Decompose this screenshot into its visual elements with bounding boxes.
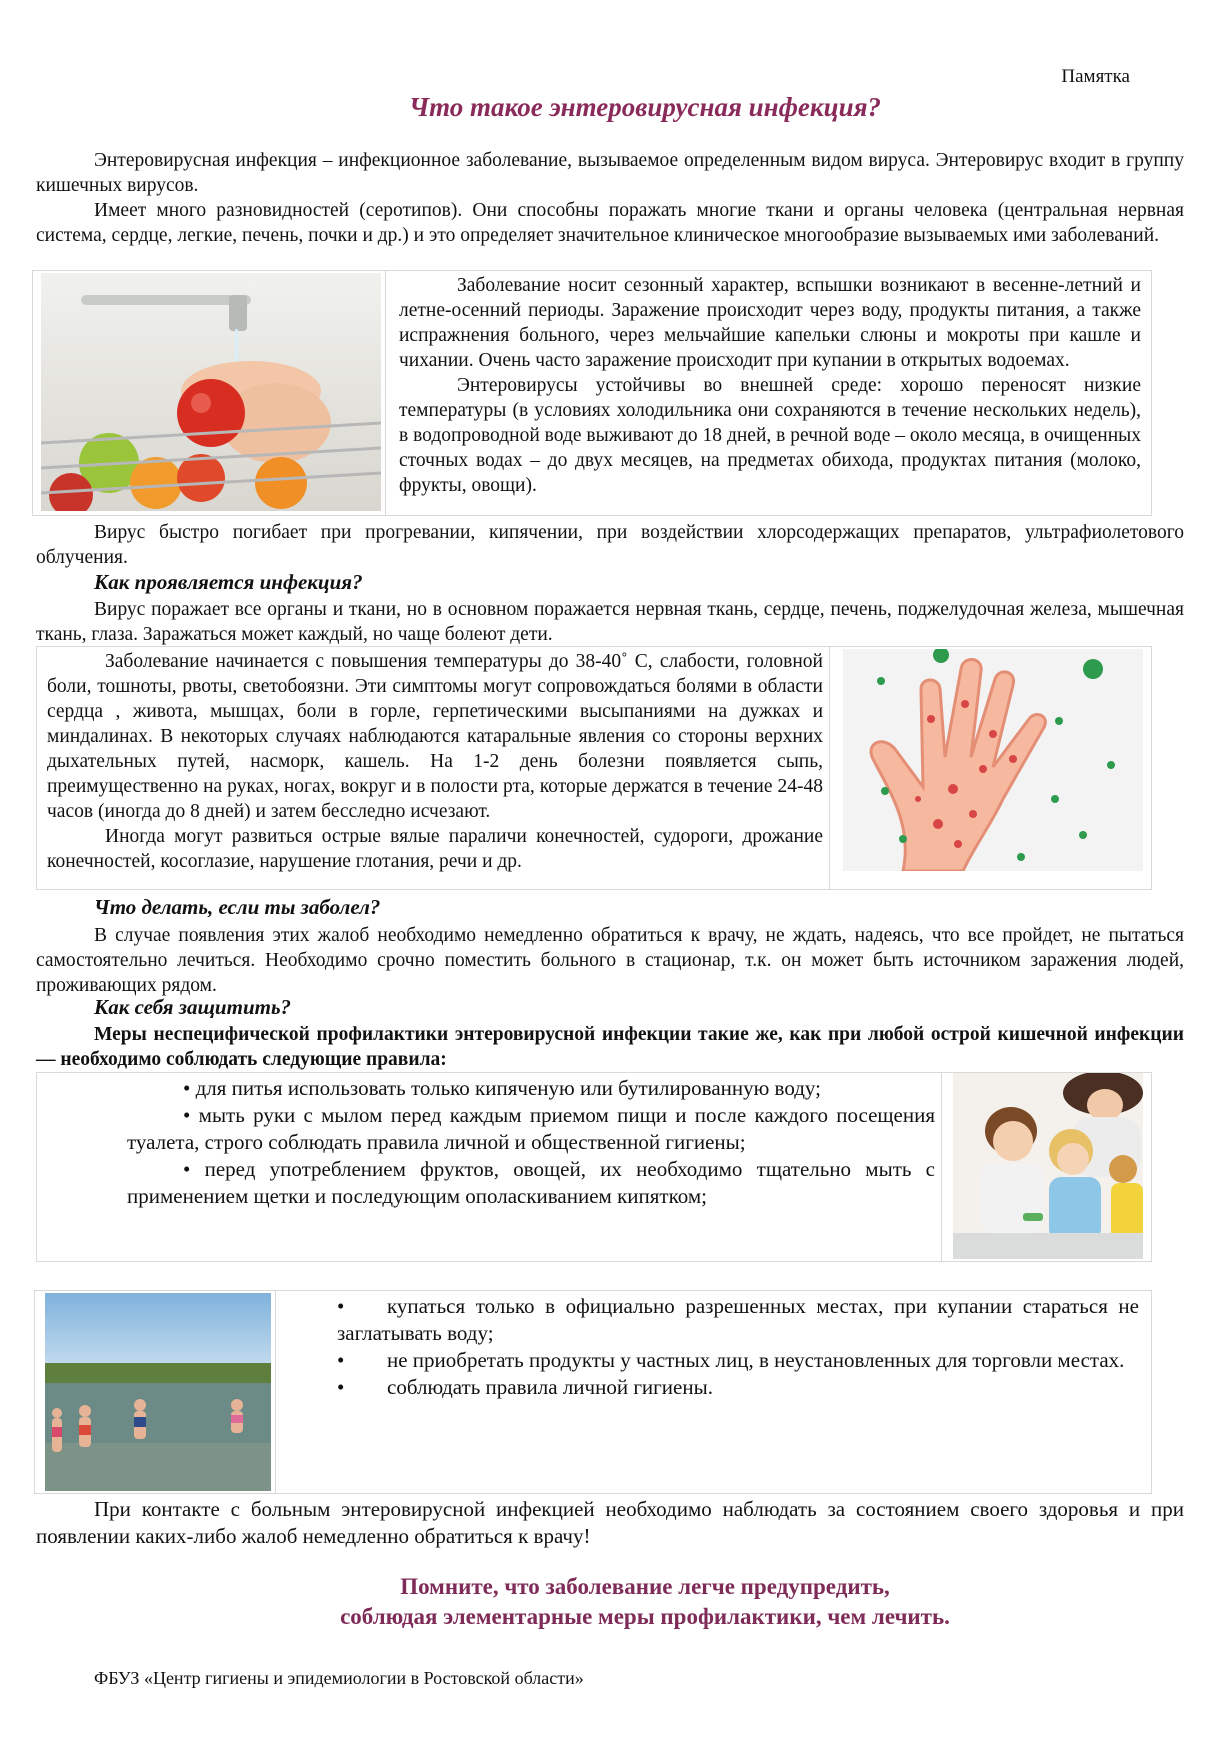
season-frame [32, 270, 1152, 516]
bullet-icon: • [337, 1294, 345, 1318]
sick-text [36, 923, 1184, 998]
rule-item-2: • мыть руки с мылом перед каждым приемом пищи и после каждого посещения туалета, строго соблюдать правила личной и общественной гигиены; [127, 1103, 936, 1154]
rules-frame-2 [34, 1290, 1152, 1494]
virus-dies-paragraph: Вирус быстро погибает при прогревании, кипячении, при воздействии хлорсодержащих препаратов, ультрафиолетового облучения. [36, 522, 1184, 568]
protect-intro-paragraph: Меры неспецифической профилактики энтеровирусной инфекции такие же, как при любой острой кишечной инфекции — необходимо соблюдать следующие правила: [36, 1024, 1184, 1070]
symptoms-paragraph-1: Заболевание начинается с повышения температуры до 38-40˚ С, слабости, головной боли, тошноты, рвоты, светобоязни. Эти симптомы могут сопровождаться болями в области сердца , живота, мышцах, боли в горле, герпетическими высыпаниями на дужках и миндалинах. В некоторых случаях наблюдаются катаральные явления со стороны верхних дыхательных путей, насморк, кашель. На 1-2 день болезни появляется сыпь, преимущественно на руках, ногах, вокруг и в полости рта, которые держатся в течение 24-48 часов (иногда до 8 дней) и затем бесследно исчезают. [47, 651, 823, 822]
symptoms-frame [36, 646, 1152, 890]
footer-organization: ФБУЗ «Центр гигиены и эпидемиологии в Ростовской области» [94, 1668, 584, 1688]
symptoms-paragraph-2: Иногда могут развиться острые вялые параличи конечностей, судороги, дрожание конечностей, косоглазие, нарушение глотания, речи и др. [47, 826, 823, 872]
heading-protect: Как себя защитить? [94, 995, 292, 1019]
heading-manifestation: Как проявляется инфекция? [94, 570, 363, 594]
rule-item-1: • для питья использовать только кипяченую или бутилированную воду; [183, 1076, 821, 1100]
season-paragraph-1: Заболевание носит сезонный характер, вспышки возникают в весенне-летний и летне-осенний периоды. Заражение происходит через воду, продукты питания, а также испражнения больного, через мельчайшие капельки слюны и мокроты при кашле и чихании. Очень часто заражение происходит при купании в открытых водоемах. [399, 275, 1141, 371]
intro-text [36, 148, 1184, 248]
protect-intro [36, 1022, 1184, 1072]
rules-divider-2 [275, 1291, 276, 1493]
rules-list-1 [127, 1075, 935, 1210]
season-divider [385, 271, 386, 515]
rules-frame-1 [36, 1072, 1152, 1262]
bullet-icon: • [337, 1348, 345, 1372]
bullet-icon: • [337, 1375, 345, 1399]
rash-hand-image [843, 649, 1143, 871]
symptoms-divider [829, 647, 830, 889]
heading-sick: Что делать, если ты заболел? [94, 895, 381, 919]
river-swimming-image [45, 1293, 271, 1491]
closing-line-2: соблюдая элементарные меры профилактики, чем лечить. [340, 1604, 950, 1629]
rule-item-3: • перед употреблением фруктов, овощей, их необходимо тщательно мыть с применением щетки и последующим ополаскиванием кипятком; [127, 1157, 936, 1208]
symptoms-text [47, 649, 823, 874]
season-text [399, 273, 1141, 498]
manifestation-text [36, 597, 1184, 647]
rule-item-5: • не приобретать продукты у частных лиц, в неустановленных для торговли местах. [337, 1348, 1125, 1372]
washing-fruit-image [41, 273, 381, 511]
rule-item-4: • купаться только в официально разрешенных местах, при купании стараться не заглатывать воду; [337, 1294, 1139, 1345]
intro-paragraph-2: Имеет много разновидностей (серотипов). Они способны поражать многие ткани и органы человека (центральная нервная система, сердце, легкие, печень, почки и др.) и это определяет значительное клиническое многообразие вызываемых ими заболеваний. [36, 200, 1184, 246]
page-title: Что такое энтеровирусная инфекция? [408, 92, 882, 122]
virus-dies-text [36, 520, 1184, 570]
contact-paragraph: При контакте с больным энтеровирусной инфекцией необходимо наблюдать за состоянием своего здоровья и при появлении каких-либо жалоб немедленно обратиться к врачу! [36, 1497, 1184, 1548]
intro-paragraph-1: Энтеровирусная инфекция – инфекционное заболевание, вызываемое определенным видом вируса. Энтеровирус входит в группу кишечных вирусов. [36, 150, 1184, 196]
closing-line-1: Помните, что заболевание легче предупредить, [400, 1574, 890, 1599]
bullet-icon: • [183, 1076, 191, 1100]
bullet-icon: • [183, 1103, 191, 1127]
rules-list-2 [337, 1293, 1139, 1401]
children-handwashing-image [953, 1073, 1143, 1259]
sick-paragraph: В случае появления этих жалоб необходимо немедленно обратиться к врачу, не ждать, надеясь, что все пройдет, не пытаться самостоятельно лечиться. Необходимо срочно поместить больного в стационар, т.к. он может быть источником заражения людей, проживающих рядом. [36, 925, 1184, 996]
manifestation-paragraph: Вирус поражает все органы и ткани, но в основном поражается нервная ткань, сердце, печень, поджелудочная железа, мышечная ткань, глаза. Заражаться может каждый, но чаще болеют дети. [36, 599, 1184, 645]
bullet-icon: • [183, 1157, 191, 1181]
closing-message [0, 1572, 1220, 1632]
season-paragraph-2: Энтеровирусы устойчивы во внешней среде: хорошо переносят низкие температуры (в условиях холодильника они сохраняются в течение нескольких недель), в водопроводной воде выживают до 18 дней, в речной воде – около месяца, в очищенных сточных водах – до двух месяцев, на предметах обихода, продуктах питания (молоко, фрукты, овощи). [399, 375, 1141, 496]
rule-item-6: • соблюдать правила личной гигиены. [337, 1375, 713, 1399]
contact-text [36, 1496, 1184, 1550]
rules-divider-1 [941, 1073, 942, 1261]
note-label: Памятка [1061, 66, 1130, 87]
